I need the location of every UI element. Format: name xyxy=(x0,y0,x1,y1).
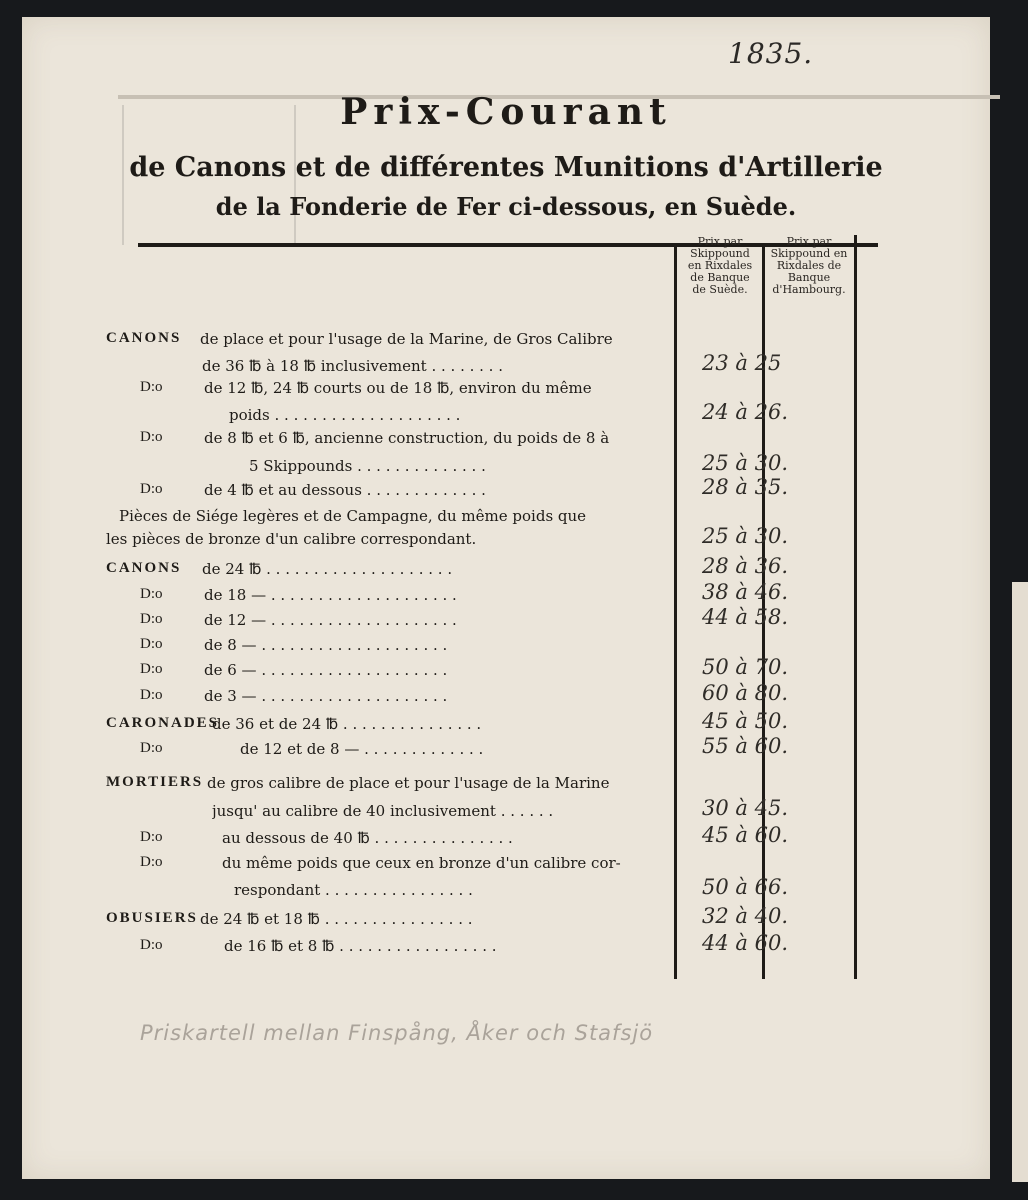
handwritten-price: 38 à 46. xyxy=(702,580,788,604)
handwritten-price: 24 à 26. xyxy=(702,400,788,424)
category-label: CANONS xyxy=(106,330,182,346)
item-description: de 36 et de 24 ℔ . . . . . . . . . . . . . . . xyxy=(212,715,482,733)
handwritten-price: 50 à 66. xyxy=(702,875,788,899)
handwritten-price: 23 à 25 xyxy=(702,351,782,375)
item-description: au dessous de 40 ℔ . . . . . . . . . . . . . . . xyxy=(222,829,513,847)
item-ditto-label: D:o xyxy=(140,636,163,652)
header-hamburg-price: Prix par Skippound en Rixdales de Banque d'Hambourg. xyxy=(770,235,848,296)
item-description: Pièces de Siége legères et de Campagne, du même poids que xyxy=(119,507,587,525)
header-rule xyxy=(138,243,878,247)
item-description: 5 Skippounds . . . . . . . . . . . . . . xyxy=(249,457,486,475)
handwritten-price: 60 à 80. xyxy=(702,681,788,705)
handwritten-price: 28 à 35. xyxy=(702,475,788,499)
item-description: de 36 ℔ à 18 ℔ inclusivement . . . . . . . . xyxy=(202,357,503,375)
item-description: poids . . . . . . . . . . . . . . . . . . . . xyxy=(229,406,461,424)
category-label: CANONS xyxy=(106,560,182,576)
title-line-1: Prix-Courant xyxy=(340,91,672,133)
item-ditto-label: D:o xyxy=(140,379,163,395)
item-ditto-label: D:o xyxy=(140,586,163,602)
document-page xyxy=(22,17,990,1179)
item-description: de 8 — . . . . . . . . . . . . . . . . . . . . xyxy=(204,636,448,654)
item-ditto-label: D:o xyxy=(140,829,163,845)
item-ditto-label: D:o xyxy=(140,740,163,756)
category-label: OBUSIERS xyxy=(106,910,198,926)
item-description: de 24 ℔ . . . . . . . . . . . . . . . . . . . . xyxy=(202,560,453,578)
handwritten-price: 32 à 40. xyxy=(702,904,788,928)
handwritten-price: 28 à 36. xyxy=(702,554,788,578)
item-description: les pièces de bronze d'un calibre correspondant. xyxy=(106,530,477,548)
item-description: de place et pour l'usage de la Marine, de Gros Calibre xyxy=(200,330,613,348)
handwritten-price: 30 à 45. xyxy=(702,796,788,820)
archive-pencil-note: Priskartell mellan Finspång, Åker och Stafsjö xyxy=(140,1021,654,1045)
item-description: jusqu' au calibre de 40 inclusivement . . . . . . xyxy=(212,802,554,820)
page-edge xyxy=(1012,582,1028,1182)
item-ditto-label: D:o xyxy=(140,661,163,677)
handwritten-price: 44 à 60. xyxy=(702,931,788,955)
item-ditto-label: D:o xyxy=(140,429,163,445)
title-line-3: de la Fonderie de Fer ci-dessous, en Suède. xyxy=(215,192,797,221)
item-ditto-label: D:o xyxy=(140,937,163,953)
handwritten-price: 45 à 50. xyxy=(702,709,788,733)
price-column-right-border xyxy=(854,235,857,979)
item-description: de 3 — . . . . . . . . . . . . . . . . . . . . xyxy=(204,687,448,705)
item-description: de 8 ℔ et 6 ℔, ancienne construction, du poids de 8 à xyxy=(204,429,610,447)
item-description: de 16 ℔ et 8 ℔ . . . . . . . . . . . . . . . . . xyxy=(224,937,497,955)
handwritten-price: 50 à 70. xyxy=(702,655,788,679)
handwritten-year: 1835. xyxy=(728,37,814,70)
item-description: de 12 et de 8 — . . . . . . . . . . . . . xyxy=(240,740,484,758)
item-description: de 24 ℔ et 18 ℔ . . . . . . . . . . . . . . . . xyxy=(200,910,473,928)
item-description: de 4 ℔ et au dessous . . . . . . . . . . . . . xyxy=(204,481,486,499)
price-column-left-border xyxy=(674,247,677,979)
item-description: de 12 ℔, 24 ℔ courts ou de 18 ℔, environ du même xyxy=(204,379,592,397)
handwritten-price: 25 à 30. xyxy=(702,451,788,475)
item-ditto-label: D:o xyxy=(140,481,163,497)
handwritten-price: 25 à 30. xyxy=(702,524,788,548)
item-description: de gros calibre de place et pour l'usage de la Marine xyxy=(207,774,610,792)
header-sek-price: Prix par Skippound en Rixdales de Banque de Suède. xyxy=(687,235,753,296)
item-description: de 12 — . . . . . . . . . . . . . . . . . . . . xyxy=(204,611,457,629)
handwritten-price: 44 à 58. xyxy=(702,605,788,629)
title-line-2: de Canons et de différentes Munitions d'Artillerie xyxy=(129,152,883,183)
item-ditto-label: D:o xyxy=(140,854,163,870)
item-description: de 18 — . . . . . . . . . . . . . . . . . . . . xyxy=(204,586,457,604)
handwritten-price: 55 à 60. xyxy=(702,734,788,758)
item-description: respondant . . . . . . . . . . . . . . . . xyxy=(234,881,473,899)
item-ditto-label: D:o xyxy=(140,687,163,703)
item-description: du même poids que ceux en bronze d'un calibre cor- xyxy=(222,854,621,872)
handwritten-price: 45 à 60. xyxy=(702,823,788,847)
item-ditto-label: D:o xyxy=(140,611,163,627)
category-label: CARONADES xyxy=(106,715,220,731)
item-description: de 6 — . . . . . . . . . . . . . . . . . . . . xyxy=(204,661,448,679)
category-label: MORTIERS xyxy=(106,774,204,790)
